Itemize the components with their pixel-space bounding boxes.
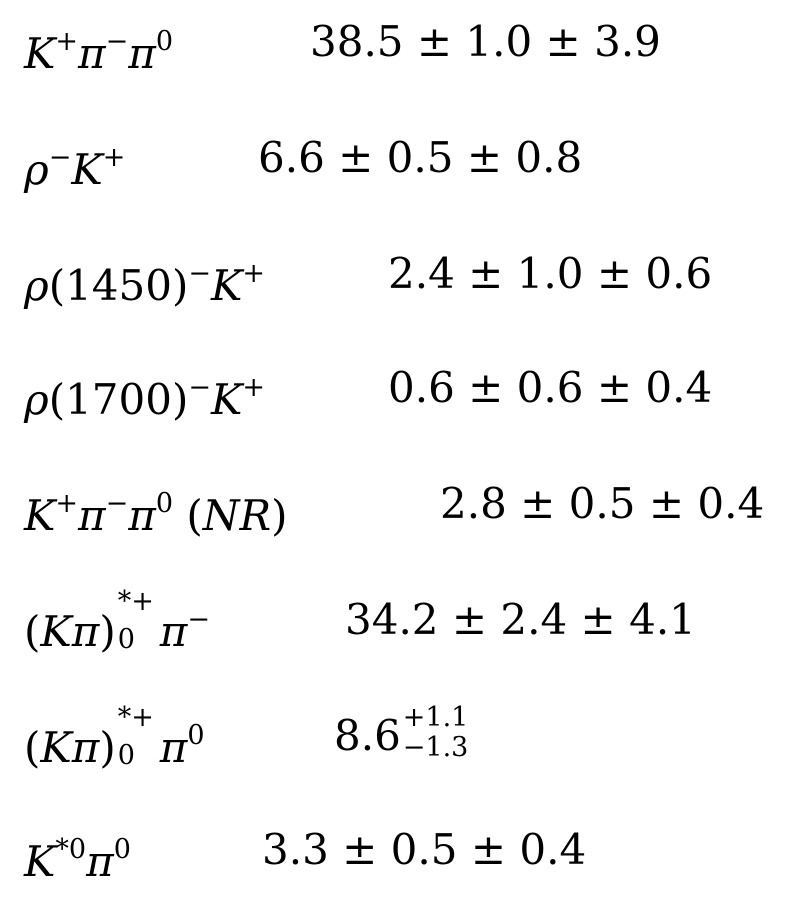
decay-mode-label: $K^+\pi^-\pi^0$ — [24, 26, 174, 78]
measurement-value: 2.8 ± 0.5 ± 0.4 — [440, 479, 765, 528]
error-minus: −1.3 — [402, 732, 469, 763]
decay-mode-label: ρ(1700)−K+ — [24, 372, 266, 424]
decay-mode-label: (Kπ) *+ 0 $\pi^0$ — [24, 702, 205, 772]
error-plus: +1.1 — [402, 702, 469, 733]
table-row — [0, 820, 800, 886]
decay-mode-label: ρ(1450)−K+ — [24, 258, 266, 310]
table-row — [0, 702, 800, 772]
table-row — [0, 128, 800, 194]
table-row — [0, 586, 800, 656]
table-row — [0, 12, 800, 78]
decay-mode-label: $K^+\pi^-\pi^0$ (NR) — [24, 488, 288, 540]
measurement-value: 34.2 ± 2.4 ± 4.1 — [345, 595, 696, 644]
measurement-value: 38.5 ± 1.0 ± 3.9 — [310, 17, 661, 66]
decay-mode-label: $K^{*0}\pi^0$ — [24, 834, 131, 886]
measurement-value: 2.4 ± 1.0 ± 0.6 — [388, 249, 713, 298]
measurement-value: 3.3 ± 0.5 ± 0.4 — [262, 825, 587, 874]
measurement-value: 0.6 ± 0.6 ± 0.4 — [388, 363, 713, 412]
measurement-value: 8.6 +1.1 −1.3 — [334, 702, 469, 763]
table-row — [0, 358, 800, 424]
measurement-value: 6.6 ± 0.5 ± 0.8 — [258, 133, 583, 182]
table-row — [0, 244, 800, 310]
decay-mode-label: ρ−K+ — [24, 142, 126, 194]
table-row — [0, 474, 800, 540]
decay-mode-label: (Kπ) *+ 0 π− — [24, 586, 211, 656]
